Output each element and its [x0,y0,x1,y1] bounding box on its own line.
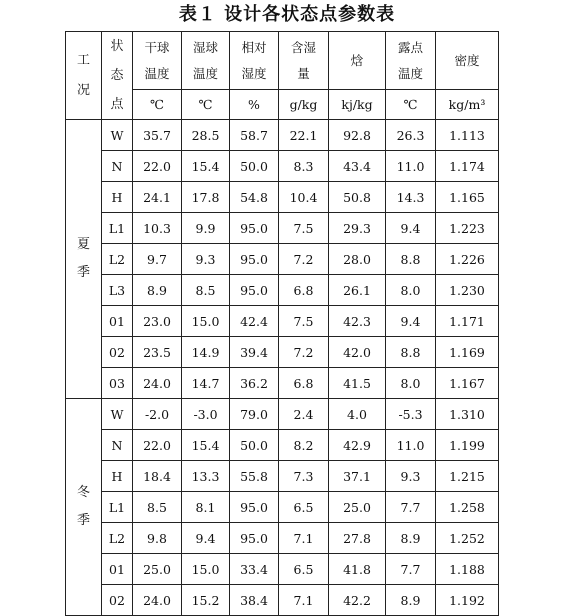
value-cell: 9.4 [182,523,230,554]
state-point-cell: W [102,399,133,430]
table-row [66,120,499,151]
value-cell: 24.0 [133,368,182,399]
value-cell: 7.2 [279,337,329,368]
state-point-parameter-table [65,31,499,616]
value-cell: 6.8 [279,368,329,399]
header-dry-bulb [133,32,182,90]
value-cell: 4.0 [329,399,386,430]
header-density [436,32,499,90]
header-relative-humidity [230,32,279,90]
value-cell: 8.9 [386,523,436,554]
value-cell: 6.8 [279,275,329,306]
header-moisture-content [279,32,329,90]
table-row [66,337,499,368]
state-point-cell: L2 [102,523,133,554]
value-cell: 8.0 [386,275,436,306]
value-cell: 26.3 [386,120,436,151]
header-line: 干球 [144,39,170,55]
season-label-char: 季 [76,265,90,280]
value-cell: 7.1 [279,585,329,616]
value-cell: 50.8 [329,182,386,213]
state-point-cell: 03 [102,368,133,399]
value-cell: 14.3 [386,182,436,213]
value-cell: 1.252 [436,523,499,554]
value-cell: 24.0 [133,585,182,616]
header-line: 焓 [350,52,364,68]
value-cell: 1.192 [436,585,499,616]
unit-cell: kg/m³ [436,90,499,120]
season-label-char: 季 [76,513,90,528]
value-cell: 15.2 [182,585,230,616]
value-cell: 95.0 [230,275,279,306]
value-cell: 92.8 [329,120,386,151]
table-row [66,306,499,337]
value-cell: 35.7 [133,120,182,151]
value-cell: 13.3 [182,461,230,492]
header-state-char: 状 [110,39,124,54]
value-cell: 15.4 [182,151,230,182]
state-point-cell: N [102,151,133,182]
value-cell: 41.5 [329,368,386,399]
value-cell: 37.1 [329,461,386,492]
header-state-point [102,32,133,120]
value-cell: 27.8 [329,523,386,554]
table-body [66,120,499,616]
value-cell: 6.5 [279,492,329,523]
value-cell: 38.4 [230,585,279,616]
header-line: 密度 [454,52,480,68]
table-row [66,492,499,523]
value-cell: 1.171 [436,306,499,337]
value-cell: 54.8 [230,182,279,213]
value-cell: 1.226 [436,244,499,275]
unit-cell: g/kg [279,90,329,120]
value-cell: 25.0 [329,492,386,523]
unit-cell: % [230,90,279,120]
value-cell: 23.5 [133,337,182,368]
header-enthalpy [329,32,386,90]
value-cell: 8.0 [386,368,436,399]
value-cell: 17.8 [182,182,230,213]
value-cell: 23.0 [133,306,182,337]
value-cell: 1.169 [436,337,499,368]
value-cell: 2.4 [279,399,329,430]
value-cell: 28.5 [182,120,230,151]
table-row [66,368,499,399]
value-cell: 42.2 [329,585,386,616]
unit-cell: ℃ [133,90,182,120]
header-condition-char: 况 [76,82,90,98]
state-point-cell: L3 [102,275,133,306]
value-cell: 28.0 [329,244,386,275]
state-point-cell: L1 [102,213,133,244]
value-cell: 8.5 [133,492,182,523]
value-cell: 1.199 [436,430,499,461]
value-cell: 1.258 [436,492,499,523]
state-point-cell: N [102,430,133,461]
state-point-cell: H [102,182,133,213]
value-cell: 1.230 [436,275,499,306]
value-cell: 42.0 [329,337,386,368]
season-cell [66,399,102,616]
value-cell: 7.5 [279,306,329,337]
value-cell: -5.3 [386,399,436,430]
state-point-cell: 02 [102,585,133,616]
value-cell: 9.9 [182,213,230,244]
value-cell: 1.215 [436,461,499,492]
value-cell: 8.8 [386,337,436,368]
value-cell: 22.1 [279,120,329,151]
table-row [66,182,499,213]
value-cell: 8.9 [386,585,436,616]
value-cell: 95.0 [230,492,279,523]
value-cell: 10.4 [279,182,329,213]
value-cell: 58.7 [230,120,279,151]
value-cell: 11.0 [386,151,436,182]
header-wet-bulb [182,32,230,90]
header-dew-point [386,32,436,90]
table-row [66,461,499,492]
table-row [66,399,499,430]
value-cell: 42.9 [329,430,386,461]
value-cell: 10.3 [133,213,182,244]
value-cell: -3.0 [182,399,230,430]
value-cell: 14.9 [182,337,230,368]
value-cell: 39.4 [230,337,279,368]
unit-cell: kj/kg [329,90,386,120]
value-cell: 43.4 [329,151,386,182]
table-title: 表１ 设计各状态点参数表 [178,4,396,25]
value-cell: 95.0 [230,523,279,554]
value-cell: 9.3 [386,461,436,492]
header-line: 露点 [397,39,423,55]
state-point-cell: 01 [102,306,133,337]
value-cell: 7.3 [279,461,329,492]
value-cell: 9.7 [133,244,182,275]
state-point-cell: W [102,120,133,151]
value-cell: 50.0 [230,430,279,461]
value-cell: 18.4 [133,461,182,492]
state-point-cell: 01 [102,554,133,585]
value-cell: 22.0 [133,151,182,182]
value-cell: 33.4 [230,554,279,585]
table-row [66,151,499,182]
value-cell: 8.1 [182,492,230,523]
value-cell: 8.8 [386,244,436,275]
value-cell: 8.3 [279,151,329,182]
value-cell: 42.3 [329,306,386,337]
value-cell: 7.7 [386,492,436,523]
value-cell: 1.174 [436,151,499,182]
header-state-char: 态 [110,68,124,83]
state-point-cell: 02 [102,337,133,368]
value-cell: 25.0 [133,554,182,585]
value-cell: 1.223 [436,213,499,244]
table-row [66,523,499,554]
value-cell: 1.310 [436,399,499,430]
state-point-cell: H [102,461,133,492]
value-cell: 11.0 [386,430,436,461]
value-cell: 14.7 [182,368,230,399]
state-point-cell: L1 [102,492,133,523]
season-label-char: 夏 [76,237,90,252]
value-cell: 22.0 [133,430,182,461]
value-cell: 95.0 [230,244,279,275]
value-cell: 8.2 [279,430,329,461]
table-row [66,244,499,275]
header-line: 相对 [241,39,267,55]
value-cell: 1.165 [436,182,499,213]
value-cell: 50.0 [230,151,279,182]
value-cell: 1.113 [436,120,499,151]
value-cell: 15.0 [182,306,230,337]
value-cell: 15.4 [182,430,230,461]
value-cell: 55.8 [230,461,279,492]
value-cell: 24.1 [133,182,182,213]
value-cell: 36.2 [230,368,279,399]
value-cell: 7.7 [386,554,436,585]
header-state-char: 点 [110,97,124,112]
value-cell: 7.1 [279,523,329,554]
table-row [66,554,499,585]
season-label-char: 冬 [76,485,90,500]
value-cell: 8.9 [133,275,182,306]
value-cell: 9.4 [386,306,436,337]
header-condition [66,32,102,120]
value-cell: -2.0 [133,399,182,430]
value-cell: 1.188 [436,554,499,585]
value-cell: 26.1 [329,275,386,306]
table-row [66,430,499,461]
header-line: 湿度 [241,65,267,81]
value-cell: 7.5 [279,213,329,244]
unit-cell: ℃ [386,90,436,120]
value-cell: 7.2 [279,244,329,275]
table-row [66,275,499,306]
header-line: 量 [297,65,310,81]
value-cell: 6.5 [279,554,329,585]
value-cell: 9.8 [133,523,182,554]
season-cell [66,120,102,399]
header-line: 温度 [192,65,218,81]
header-line: 温度 [144,65,170,81]
value-cell: 41.8 [329,554,386,585]
unit-cell: ℃ [182,90,230,120]
table-row [66,585,499,616]
value-cell: 15.0 [182,554,230,585]
value-cell: 95.0 [230,213,279,244]
value-cell: 42.4 [230,306,279,337]
value-cell: 9.3 [182,244,230,275]
value-cell: 29.3 [329,213,386,244]
value-cell: 1.167 [436,368,499,399]
value-cell: 79.0 [230,399,279,430]
header-line: 湿球 [192,39,218,55]
value-cell: 9.4 [386,213,436,244]
table-row [66,213,499,244]
header-line: 含湿 [290,39,316,55]
header-line: 温度 [397,65,423,81]
value-cell: 8.5 [182,275,230,306]
state-point-cell: L2 [102,244,133,275]
header-condition-char: 工 [76,52,90,68]
